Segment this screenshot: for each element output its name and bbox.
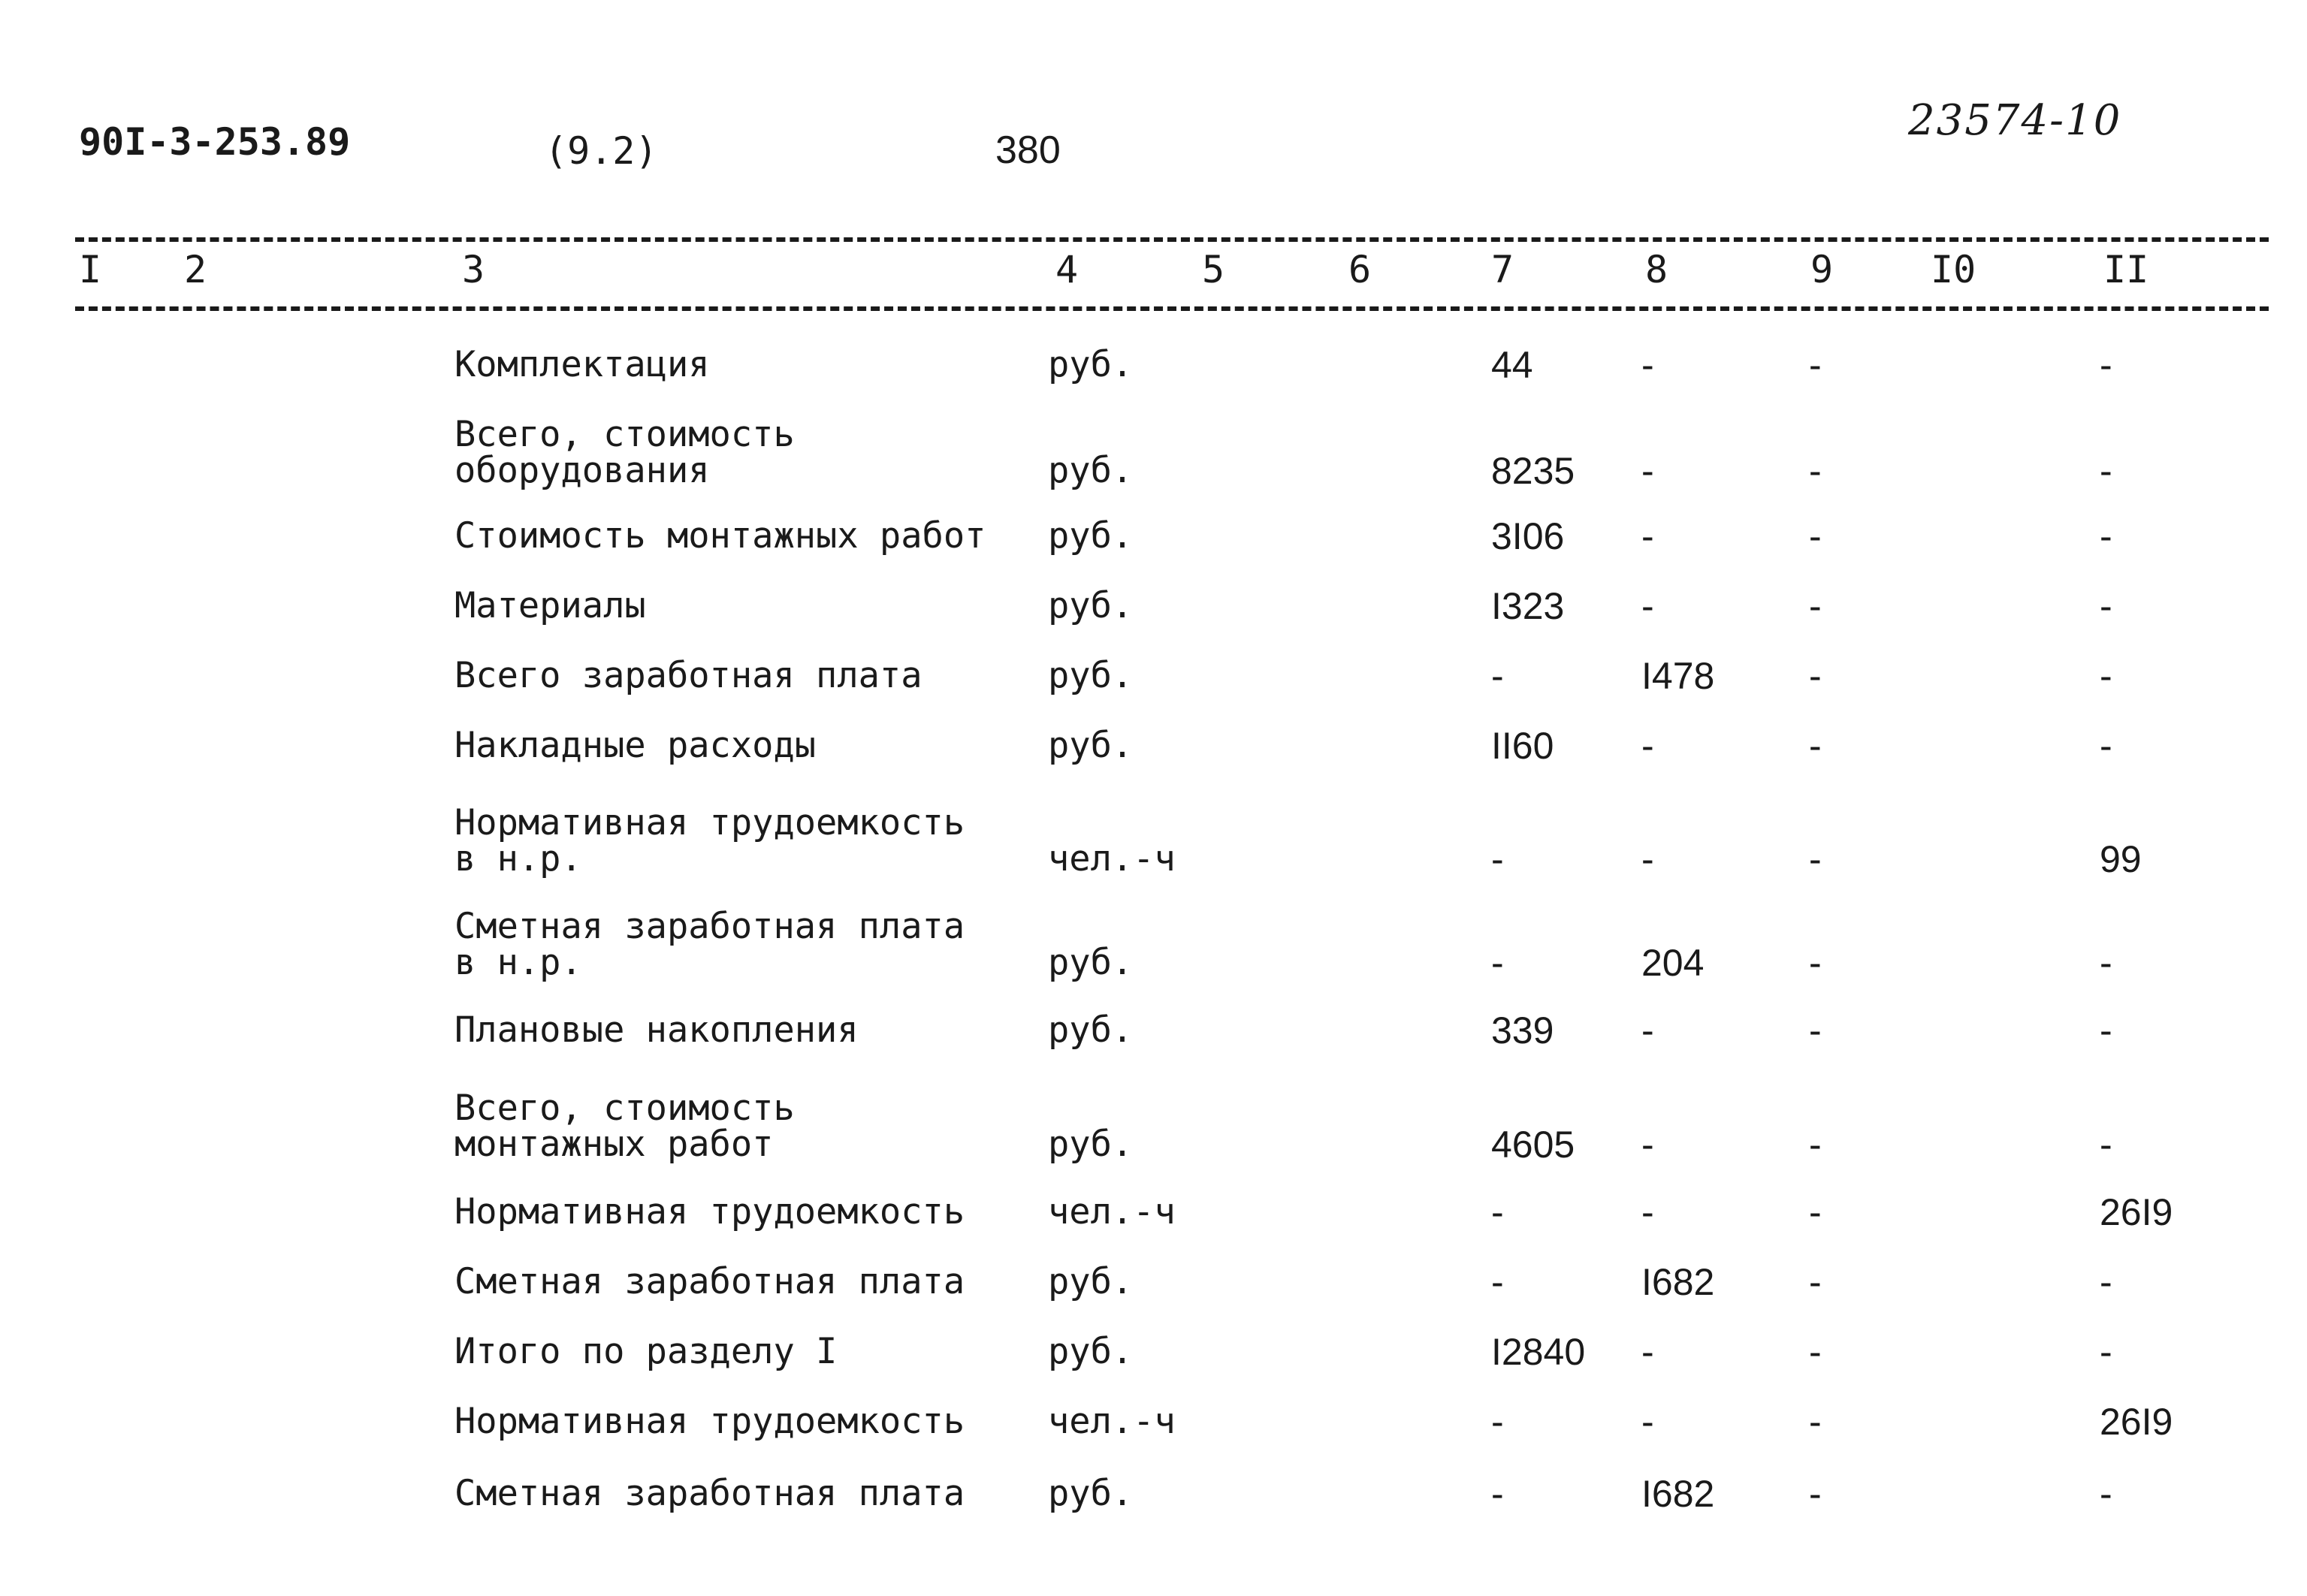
column-number: 6 (1348, 248, 1372, 291)
row-name: в н.р. (454, 942, 582, 983)
col-8-value: - (1641, 1331, 1654, 1373)
row-name: Комплектация (454, 344, 710, 385)
col-11-value: - (2100, 1331, 2112, 1373)
col-9-value: - (1809, 344, 1822, 386)
row-unit: руб. (1048, 655, 1134, 696)
col-7-value: - (1491, 655, 1504, 697)
row-name: Всего, стоимость (454, 414, 795, 455)
row-name: монтажных работ (454, 1124, 774, 1165)
col-9-value: - (1809, 1401, 1822, 1443)
row-unit: руб. (1048, 450, 1134, 491)
col-8-value: - (1641, 1124, 1654, 1166)
col-9-value: - (1809, 1473, 1822, 1515)
row-unit: руб. (1048, 1473, 1134, 1514)
col-8-value: I682 (1641, 1473, 1715, 1515)
col-9-value: - (1809, 1009, 1822, 1051)
column-number: 9 (1810, 248, 1834, 291)
col-7-value: 8235 (1491, 450, 1575, 492)
col-11-value: - (2100, 1473, 2112, 1515)
col-7-value: - (1491, 1191, 1504, 1233)
col-11-value: 26I9 (2100, 1401, 2173, 1443)
row-unit: чел.-ч (1048, 1191, 1176, 1232)
row-name: Материалы (454, 585, 646, 626)
row-unit: чел.-ч (1048, 838, 1176, 879)
page-number: 380 (995, 128, 1061, 172)
col-9-value: - (1809, 1331, 1822, 1373)
col-11-value: 99 (2100, 838, 2142, 880)
col-7-value: 4605 (1491, 1124, 1575, 1166)
row-name: Накладные расходы (454, 725, 817, 766)
row-unit: руб. (1048, 344, 1134, 385)
row-name: Плановые накопления (454, 1009, 859, 1051)
col-7-value: 44 (1491, 344, 1533, 386)
col-11-value: - (2100, 725, 2112, 767)
col-11-value: - (2100, 344, 2112, 386)
col-8-value: - (1641, 725, 1654, 767)
col-7-value: - (1491, 942, 1504, 984)
row-name: Итого по разделу I (454, 1331, 838, 1372)
col-8-value: - (1641, 1401, 1654, 1443)
col-9-value: - (1809, 838, 1822, 880)
col-9-value: - (1809, 1124, 1822, 1166)
col-8-value: I478 (1641, 655, 1715, 697)
col-7-value: I2840 (1491, 1331, 1586, 1373)
column-number: II (2103, 248, 2149, 291)
col-9-value: - (1809, 515, 1822, 557)
col-9-value: - (1809, 655, 1822, 697)
col-11-value: - (2100, 1124, 2112, 1166)
row-unit: руб. (1048, 1009, 1134, 1051)
col-9-value: - (1809, 450, 1822, 492)
column-number: 4 (1055, 248, 1079, 291)
col-8-value: - (1641, 1191, 1654, 1233)
col-11-value: - (2100, 450, 2112, 492)
row-unit: руб. (1048, 725, 1134, 766)
row-name: Сметная заработная плата (454, 906, 965, 947)
col-8-value: - (1641, 450, 1654, 492)
col-8-value: I682 (1641, 1261, 1715, 1303)
row-name: Нормативная трудоемкость (454, 1191, 965, 1232)
row-unit: руб. (1048, 1124, 1134, 1165)
column-number: 3 (462, 248, 485, 291)
col-11-value: - (2100, 515, 2112, 557)
column-number: 5 (1202, 248, 1225, 291)
row-name: Стоимость монтажных работ (454, 515, 986, 557)
col-7-value: 3I06 (1491, 515, 1565, 557)
col-9-value: - (1809, 725, 1822, 767)
col-8-value: - (1641, 838, 1654, 880)
col-7-value: - (1491, 1261, 1504, 1303)
row-name: Всего, стоимость (454, 1088, 795, 1129)
col-8-value: - (1641, 585, 1654, 627)
row-name: Сметная заработная плата (454, 1261, 965, 1302)
column-number: 2 (184, 248, 207, 291)
section-number: (9.2) (545, 129, 658, 173)
row-name: оборудования (454, 450, 710, 491)
column-number: 7 (1491, 248, 1514, 291)
col-8-value: - (1641, 1009, 1654, 1051)
col-7-value: I323 (1491, 585, 1565, 627)
row-name: в н.р. (454, 838, 582, 879)
row-unit: руб. (1048, 585, 1134, 626)
handwritten-stamp: 23574-10 (1908, 96, 2122, 145)
row-unit: руб. (1048, 942, 1134, 983)
col-11-value: - (2100, 585, 2112, 627)
col-8-value: - (1641, 344, 1654, 386)
col-7-value: 339 (1491, 1009, 1554, 1051)
col-9-value: - (1809, 585, 1822, 627)
column-number: I0 (1931, 248, 1976, 291)
row-name: Нормативная трудоемкость (454, 802, 965, 843)
col-7-value: - (1491, 1401, 1504, 1443)
col-7-value: II60 (1491, 725, 1554, 767)
row-unit: руб. (1048, 515, 1134, 557)
row-unit: руб. (1048, 1261, 1134, 1302)
row-unit: чел.-ч (1048, 1401, 1176, 1442)
row-unit: руб. (1048, 1331, 1134, 1372)
col-8-value: 204 (1641, 942, 1705, 984)
column-number: I (79, 248, 102, 291)
row-name: Сметная заработная плата (454, 1473, 965, 1514)
col-11-value: - (2100, 655, 2112, 697)
row-name: Нормативная трудоемкость (454, 1401, 965, 1442)
col-9-value: - (1809, 942, 1822, 984)
col-11-value: - (2100, 1009, 2112, 1051)
col-11-value: - (2100, 1261, 2112, 1303)
row-name: Всего заработная плата (454, 655, 922, 696)
col-7-value: - (1491, 838, 1504, 880)
column-number: 8 (1645, 248, 1668, 291)
col-7-value: - (1491, 1473, 1504, 1515)
document-number: 90I-3-253.89 (79, 120, 351, 164)
col-9-value: - (1809, 1261, 1822, 1303)
col-11-value: - (2100, 942, 2112, 984)
col-11-value: 26I9 (2100, 1191, 2173, 1233)
col-9-value: - (1809, 1191, 1822, 1233)
col-8-value: - (1641, 515, 1654, 557)
